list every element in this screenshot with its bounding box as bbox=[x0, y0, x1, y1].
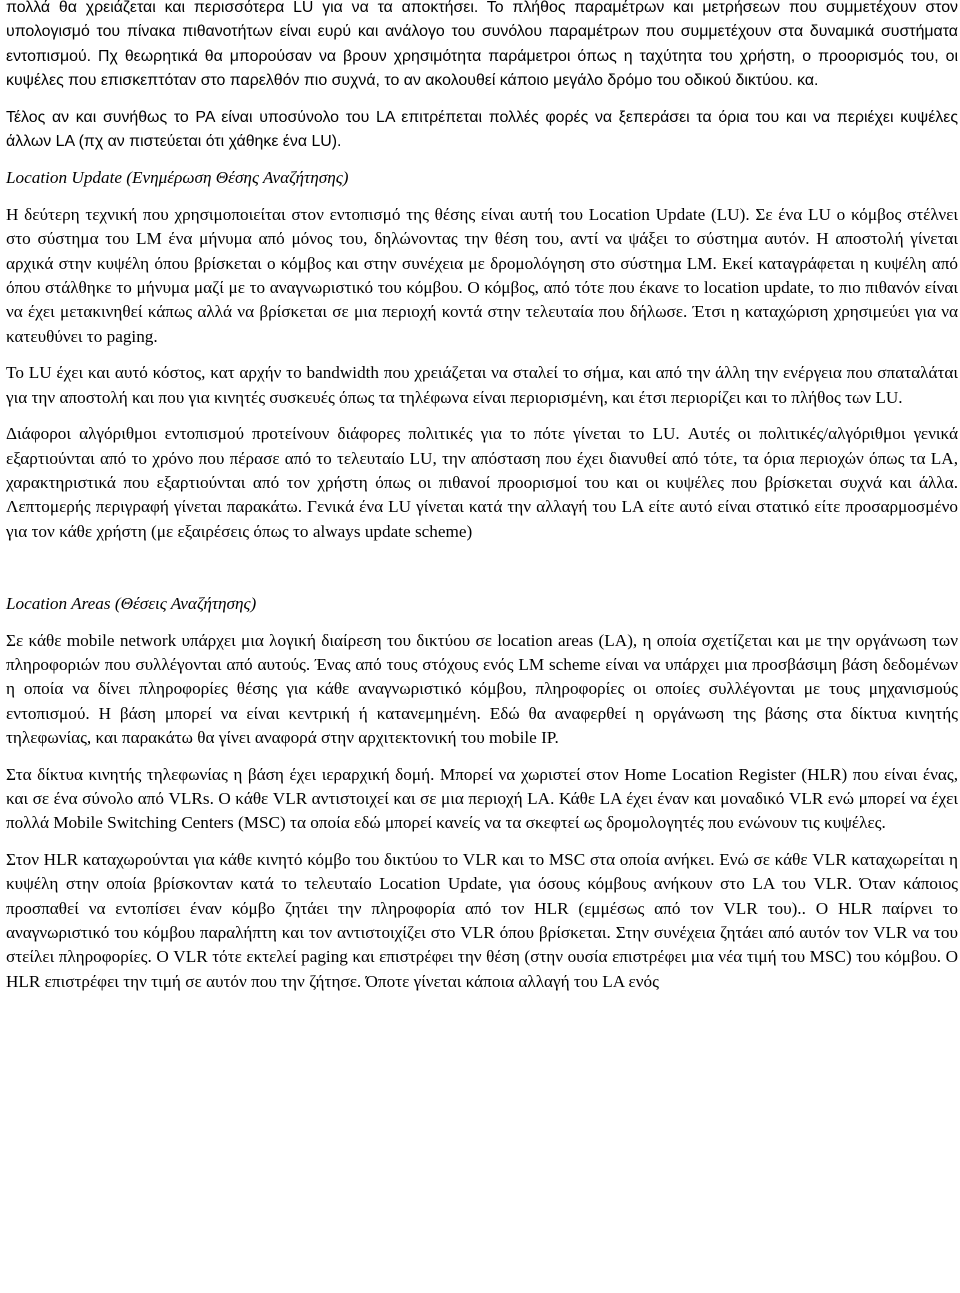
heading-location-update: Location Update (Ενημέρωση Θέσης Αναζήτησης) bbox=[6, 168, 349, 188]
paragraph-hlr-lookup: Στον HLR καταχωρούνται για κάθε κινητό κόμβο του δικτύου το VLR και το MSC στα οποία ανήκει. Ενώ σε κάθε VLR καταχωρείται η κυψέλη στην οποία βρίσκονταν κατά το τελευταίο Location Update, για όσους κόμβους ανήκουν στο LA του VLR. Όταν κάποιος προσπαθεί να εντοπίσει έναν κόμβο ζητάει την πληροφορία από τον HLR (εμμέσως από τον VLR του).. Ο HLR παίρνει το αναγνωριστικό του κόμβου παραλήπτη και τον αντιστοιχίζει στο VLR όπου βρίσκεται. Στην συνέχεια ζητάει από αυτόν τον VLR να του στείλει πληροφορίες. Ο VLR τότε εκτελεί paging και επιστρέφει την θέση (στην ουσία επιστρέφει μια νέα τιμή του MSC) του κόμβου. Ο HLR επιστρέφει την τιμή σε αυτόν που την ζήτησε. Όποτε γίνεται κάποια αλλαγή του LA ενός bbox=[6, 849, 958, 991]
paragraph-lu-policies: Διάφοροι αλγόριθμοι εντοπισμού προτείνουν διάφορες πολιτικές για το πότε γίνεται το LU. Αυτές οι πολιτικές/αλγόριθμοι γενικά εξαρτιούνται από το χρόνο που πέρασε από το τελευταίο LU, την απόσταση που έχει διανυθεί από τότε, τα όρια περιοχών όπως τα LA, χαρακτηριστικά που εξαρτιούνται από τον χρήστη όπως οι πιθανοί προορισμοί του και οι κυψέλες που βρίσκεται συχνά και άλλα. Λεπτομερής περιγραφή γίνεται παρακάτω. Γενικά ένα LU γίνεται κατά την αλλαγή του LA είτε αυτό είναι στατικό είτε προσαρμοσμένο για τον κάθε χρήστη (με εξαιρέσεις όπως το always update scheme) bbox=[6, 424, 958, 541]
paragraph-location-update-intro: Η δεύτερη τεχνική που χρησιμοποιείται στον εντοπισμό της θέσης είναι αυτή του Location Update (LU). Σε ένα LU ο κόμβος στέλνει στο σύστημα του LM ένα μήνυμα από μόνος του, δηλώνοντας την θέση του, αντί να ψάξει το σύστημα αυτόν. Η αποστολή γίνεται αρχικά στην κυψέλη όπου βρίσκεται ο κόμβος και στην συνέχεια με δρομολόγηση στο σύστημα LM. Εκεί καταγράφεται η κυψέλη από όπου στάλθηκε το μήνυμα μαζί με το αναγνωριστικό του κόμβου. Ο κόμβος, από τότε που έκανε το location update, το πιο πιθανόν είναι να έχει μετακινηθεί κάπως αλλά να βρίσκεται σε μια περιοχή κοντά στην τελευταία που δήλωσε. Έτσι η καταχώριση χρησιμεύει για να κατευθύνει το paging. bbox=[6, 204, 958, 346]
paragraph-hlr-vlr-structure: Στα δίκτυα κινητής τηλεφωνίας η βάση έχει ιεραρχική δομή. Μπορεί να χωριστεί στον Home Location Register (HLR) που είναι ένας, και σε ένα σύνολο από VLRs. Ο κάθε VLR αντιστοιχεί και σε μια περιοχή LA. Κάθε LA έχει έναν και μοναδικό VLR ενώ μπορεί να έχει πολλά Mobile Switching Centers (MSC) τα οποία εδώ μπορεί κανείς να τα σκεφτεί ως δρομολογητές που ενώνουν τις κυψέλες. bbox=[6, 764, 958, 833]
paragraph-lu-cost: Το LU έχει και αυτό κόστος, κατ αρχήν το bandwidth που χρειάζεται να σταλεί το σήμα, και από την άλλη την ενέργεια που σπαταλάται για την αποστολή και που για κινητές συσκευές όπως τα τηλέφωνα είναι περιορισμένη, και έτσι περιορίζει και το πλήθος των LU. bbox=[6, 363, 958, 407]
document-page bbox=[6, 0, 958, 994]
paragraph-lu-probability-params: πολλά θα χρειάζεται και περισσότερα LU για να τα αποκτήσει. Το πλήθος παραμέτρων και μετρήσεων που συμμετέχουν στον υπολογισμό του πίνακα πιθανοτήτων είναι ευρύ και ανάλογο του συνόλου παραμέτρων που συμμετέχουν στα δυναμικά συστήματα εντοπισμού. Πχ θεωρητικά θα μπορούσαν να βρουν χρησιμότητα παράμετροι όπως η ταχύτητα του χρήστη, ο προορισμός του, οι κυψέλες που επισκεπτόταν στο παρελθόν πιο συχνά, το αν ακολουθεί κάποιο μεγάλο δρόμο του οδικού δικτύου. κα. bbox=[6, 0, 958, 90]
heading-location-areas: Location Areas (Θέσεις Αναζήτησης) bbox=[6, 594, 257, 614]
paragraph-location-areas-intro: Σε κάθε mobile network υπάρχει μια λογική διαίρεση του δικτύου σε location areas (LA), η οποία σχετίζεται και με την οργάνωση των πληροφοριών που συλλέγονται από αυτούς. Ένας από τους στόχους ενός LM scheme είναι να υπάρχει μια προσβάσιμη βάση δεδομένων η οποία να δίνει πληροφορίες θέσης για κάθε αναγνωριστικό κόμβου, πληροφορίες οι οποίες συλλέγονται με τους μηχανισμούς εντοπισμού. Η βάση μπορεί να είναι κεντρική ή κατανεμημένη. Εδώ θα αναφερθεί η οργάνωση της βάσης στα δίκτυα κινητής τηλεφωνίας, και παρακάτω θα γίνει αναφορά στην αρχιτεκτονική του mobile IP. bbox=[6, 630, 958, 748]
paragraph-pa-la-limits: Τέλος αν και συνήθως το PA είναι υποσύνολο του LA επιτρέπεται πολλές φορές να ξεπεράσει τα όρια του και να περιέχει κυψέλες άλλων LA (πχ αν πιστεύεται ότι χάθηκε ένα LU). bbox=[6, 108, 958, 151]
